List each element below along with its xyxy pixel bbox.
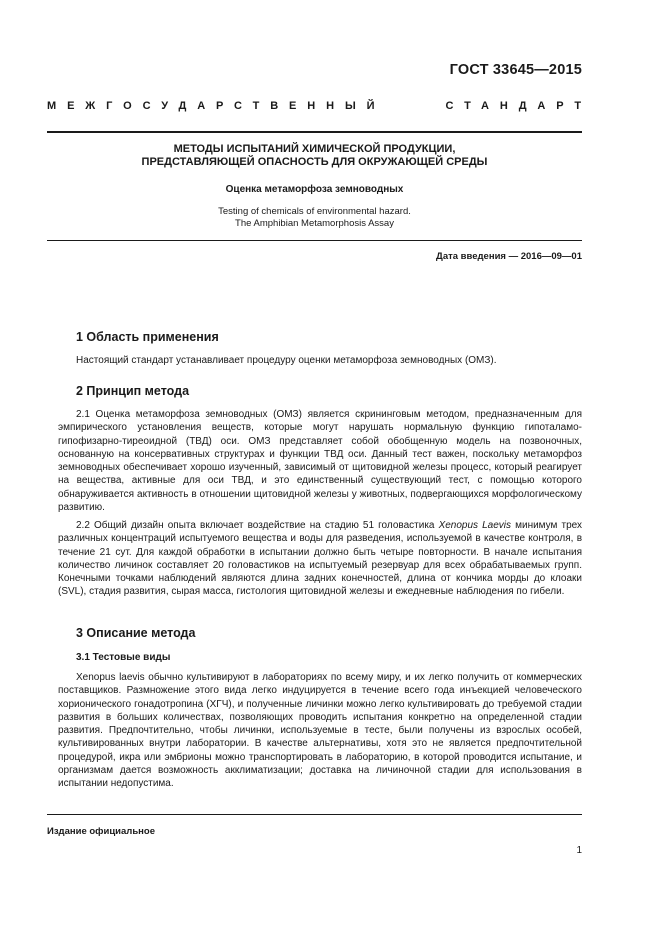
english-title-line-1: Testing of chemicals of environmental hazard. — [218, 206, 411, 217]
introduction-date: Дата введения — 2016—09—01 — [436, 251, 582, 262]
document-title — [47, 143, 582, 169]
footer-divider — [47, 814, 582, 815]
standard-word: СТАНДАРТ — [445, 100, 592, 112]
title-line-2: ПРЕДСТАВЛЯЮЩЕЙ ОПАСНОСТЬ ДЛЯ ОКРУЖАЮЩЕЙ СРЕДЫ — [141, 156, 488, 168]
subsection-3-1-heading: 3.1 Тестовые виды — [76, 652, 171, 663]
paragraph-2-2 — [58, 519, 582, 599]
paragraph-2-2-start: 2.2 Общий дизайн опыта включает воздействие на стадию 51 головастика — [76, 520, 439, 531]
page-number: 1 — [576, 845, 582, 856]
section-1-heading: 1 Область применения — [76, 330, 219, 344]
paragraph-2-1: 2.1 Оценка метаморфоза земноводных (ОМЗ) является скрининговым методом, предназначенным для эмпирического установления веществ, которые могут нарушать нормальную функцию гипоталамо-гипофизарно-тиреоидной (ТВД) оси. ОМЗ представляет собой обобщенную модель на позвоночных, основанную на консервативных структурах и функции ТВД оси. Данный тест важен, поскольку метаморфоз земноводных обеспечивает хорошо изученный, зависимый от щитовидной железы процесс, который реагирует на вещества, активные для оси ТВД, и это единственный существующий тест, с помощью которого обнаруживается активность в отношении щитовидной железы у животных, подвергающихся морфологическому развитию. — [58, 409, 582, 514]
species-name: Xenopus Laevis — [438, 520, 512, 531]
paragraph-3-1: Xenopus laevis обычно культивируют в лабораториях по всему миру, и их легко получить от коммерческих поставщиков. Размножение этого вида легко индуцируется в течение всего года инъекцией человеческого хорионического гонадотропина (ХГЧ), и полученные личинки можно легко культивировать до требуемой стадии развития в больших количествах, позволяющих проводить испытания конкретно на определенной стадии развития. Предпочтительно, чтобы личинки, используемые в тесте, были получены из взрослых особей, культивированных внутри лаборатории. В качестве альтернативы, хотя это не является предпочтительной процедурой, икра или эмбрионы можно транспортировать в лабораторию, в которой проводится испытание, и организмам дается возможность акклиматизации; доставка на личиночной стадии для использования в испытании недопустима. — [58, 672, 582, 790]
official-edition-label: Издание официальное — [47, 826, 155, 837]
header-divider — [47, 131, 582, 133]
document-subtitle: Оценка метаморфоза земноводных — [225, 184, 404, 195]
section-1-text: Настоящий стандарт устанавливает процедуру оценки метаморфоза земноводных (ОМЗ). — [76, 355, 497, 366]
section-3-heading: 3 Описание метода — [76, 626, 196, 640]
english-title-line-2: The Amphibian Metamorphosis Assay — [235, 217, 394, 229]
gost-number: ГОСТ 33645—2015 — [449, 62, 582, 78]
interstate-word: МЕЖГОСУДАРСТВЕННЫЙ — [47, 100, 386, 112]
english-title — [47, 206, 582, 229]
title-line-1: МЕТОДЫ ИСПЫТАНИЙ ХИМИЧЕСКОЙ ПРОДУКЦИИ, — [173, 143, 456, 155]
title-divider — [47, 240, 582, 241]
section-2-heading: 2 Принцип метода — [76, 384, 190, 398]
paragraph-2-2-end: минимум трех различных концентраций испытуемого вещества и воды для разведения, используемой в качестве контроля, в течение 21 сут. Для каждой обработки в испытании должно быть четыре повторности. В начале испытания количество личинок составляет 20 головастиков на испытуемый резервуар для всех обрабатываемых групп. Конечными точками наблюдений являются длина задних конечностей, длина от кончика морды до клоаки (SVL), стадия развития, сырая масса, гистология щитовидной железы и ежедневные наблюдения по гибели. — [58, 520, 582, 598]
